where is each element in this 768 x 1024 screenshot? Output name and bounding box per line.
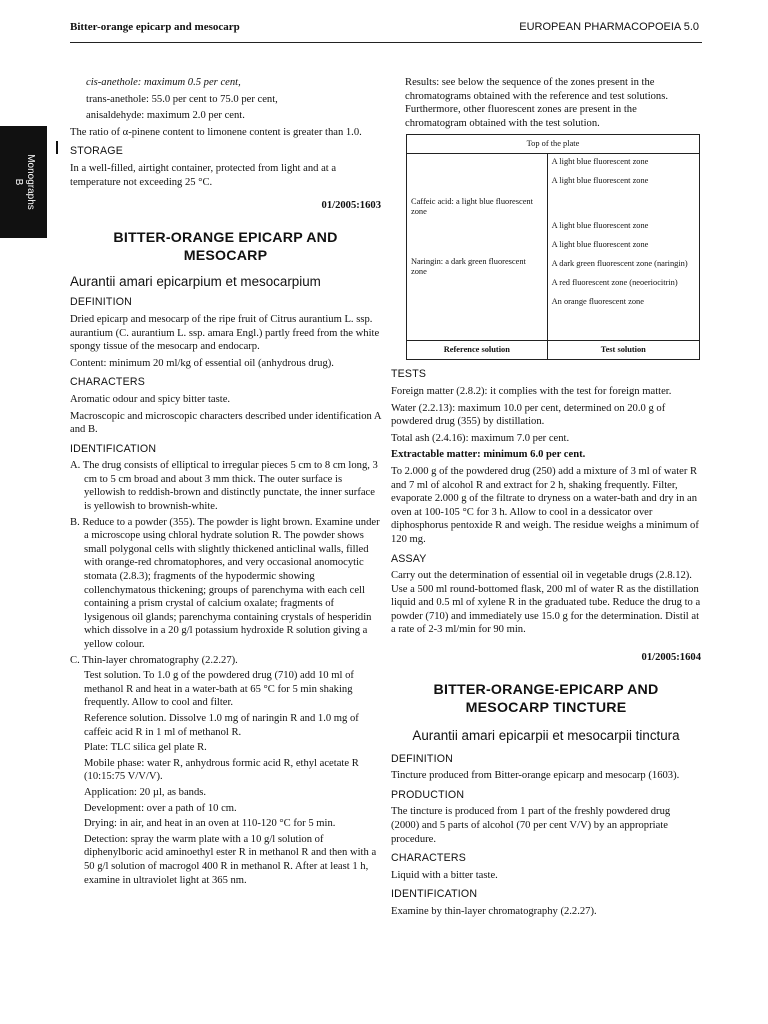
tlc-plate: Plate: TLC silica gel plate R. bbox=[84, 742, 207, 754]
characters-text: Aromatic odour and spicy bitter taste. bbox=[70, 393, 231, 405]
definition-text: Tincture produced from Bitter-orange epicarp and mesocarp (1603). bbox=[391, 770, 680, 782]
tlc-drying: Drying: in air, and heat in an oven at 110-120 °C for 5 min. bbox=[84, 818, 336, 830]
definition-heading: DEFINITION bbox=[391, 752, 454, 765]
content-text: Content: minimum 20 ml/kg of essential oil (anhydrous drug). bbox=[70, 357, 334, 369]
tlc-detection: Detection: spray the warm plate with a 10 g/l solution of diphenylboric acid aminoethyl ester R in methanol R and then with a 50 g/l solution of macrogol 400 R in methanol R. After at least 1 h, examine in ultraviolet light at 365 nm. bbox=[84, 833, 377, 886]
production-text: The tincture is produced from 1 part of the freshly powdered drug (2000) and 5 parts of alcohol (70 per cent V/V) by an appropriate procedure. bbox=[391, 806, 671, 845]
ratio-text: The ratio of α-pinene content to limonene content is greater than 1.0. bbox=[70, 126, 362, 138]
identification-heading: IDENTIFICATION bbox=[391, 888, 478, 901]
table-foot-reference: Reference solution bbox=[407, 341, 548, 360]
characters-heading: CHARACTERS bbox=[391, 852, 466, 865]
test-zones-cell bbox=[547, 154, 699, 341]
assay-text: Carry out the determination of essential oil in vegetable drugs (2.8.12). Use a 500 ml round-bottomed flask, 200 ml of water R as the distillation liquid and 0.5 ml of xylene R in the graduated tube. Reduce the drug to a powder (710) and immediately use 15.0 g for the determination. Distil at a rate of 2-3 ml/min for 90 min. bbox=[391, 570, 701, 636]
definition-text: Dried epicarp and mesocarp of the ripe fruit of Citrus aurantium L. ssp. aurantium (C. aurantium L. ssp. amara Engl.) partly freed from the white spongy tissue of the mesocarp and endocarp. bbox=[70, 313, 380, 353]
latin-title: Aurantii amari epicarpium et mesocarpium bbox=[70, 273, 321, 289]
identification-b: B. Reduce to a powder (355). The powder is light brown. Examine under a microscope using chloral hydrate solution R. The powder shows small polygonal cells with slightly thickened anticlinal walls, filled with orange-red chromatophores, and very occasional anomocytic stomata (2.8.3); fragments of the hypodermic showing collenchymatous thickening; groups of parenchyma with each cell containing a prism crystal of calcium oxalate; fragments of lysigenous oil glands; parenchyma containing crystals of hesperidin which dissolve in a 20 g/l potassium hydroxide R solution giving a yellow colour. bbox=[70, 516, 380, 650]
test-total-ash: Total ash (2.4.16): maximum 7.0 per cent. bbox=[391, 432, 570, 444]
test-zone: A light blue fluorescent zone bbox=[551, 176, 649, 186]
reference-zone: Naringin: a dark green fluorescent zone bbox=[411, 257, 526, 277]
running-header-publication: EUROPEAN PHARMACOPOEIA 5.0 bbox=[519, 21, 699, 33]
tlc-results: Results: see below the sequence of the zones present in the chromatograms obtained with the reference and test solutions. Furthermore, other fluorescent zones are present in the chromatogram obtained with the test solution. bbox=[405, 77, 668, 129]
constituent-line: trans-anethole: 55.0 per cent to 75.0 per cent, bbox=[86, 93, 278, 105]
reference-zone: Caffeic acid: a light blue fluorescent zone bbox=[411, 197, 533, 217]
table-foot-test: Test solution bbox=[547, 341, 699, 360]
identification-heading: IDENTIFICATION bbox=[70, 442, 157, 455]
tlc-development: Development: over a path of 10 cm. bbox=[84, 802, 237, 814]
production-heading: PRODUCTION bbox=[391, 788, 465, 801]
storage-heading: STORAGE bbox=[70, 145, 124, 158]
monograph-title: BITTER-ORANGE EPICARP AND MESOCARP bbox=[113, 229, 338, 264]
change-bar bbox=[56, 141, 58, 154]
running-header-title: Bitter-orange epicarp and mesocarp bbox=[70, 21, 240, 33]
monograph-reference: 01/2005:1604 bbox=[641, 652, 701, 664]
characters-text: Macroscopic and microscopic characters described under identification A and B. bbox=[70, 410, 381, 436]
test-zone: A light blue fluorescent zone bbox=[551, 240, 649, 250]
side-tab-label: Monographs bbox=[24, 154, 36, 210]
monograph-reference: 01/2005:1603 bbox=[321, 200, 381, 212]
left-column bbox=[70, 76, 381, 889]
identification-c: C. Thin-layer chromatography (2.2.27). bbox=[70, 654, 238, 666]
side-tab-letter: B bbox=[12, 178, 24, 186]
test-water: Water (2.2.13): maximum 10.0 per cent, determined on 20.0 g of powdered drug (355) by distillation. bbox=[391, 402, 666, 428]
test-zone: A red fluorescent zone (neoeriocitrin) bbox=[551, 278, 678, 288]
identification-a: A. The drug consists of elliptical to irregular pieces 5 cm to 8 cm long, 3 cm to 5 cm broad and about 3 mm thick. The outer surface is yellowish to reddish-brown and distinctly punctate, the inner surface is yellowish to brownish-white. bbox=[70, 460, 378, 513]
definition-heading: DEFINITION bbox=[70, 296, 133, 309]
tests-heading: TESTS bbox=[391, 368, 427, 381]
constituent-line: anisaldehyde: maximum 2.0 per cent. bbox=[86, 110, 245, 122]
section-thumb-tab bbox=[0, 126, 47, 238]
identification-text: Examine by thin-layer chromatography (2.2.27). bbox=[391, 906, 597, 917]
test-zone: A light blue fluorescent zone bbox=[551, 157, 649, 167]
test-zone: A dark green fluorescent zone (naringin) bbox=[551, 259, 688, 269]
test-zone: An orange fluorescent zone bbox=[551, 297, 644, 307]
constituent-line: cis-anethole: maximum 0.5 per cent, bbox=[86, 77, 241, 88]
tlc-reference-solution: Reference solution. Dissolve 1.0 mg of naringin R and 1.0 mg of caffeic acid R in 1 ml of methanol R. bbox=[84, 712, 359, 738]
chromatogram-zones-table bbox=[406, 134, 700, 360]
storage-text: In a well-filled, airtight container, protected from light and at a temperature not exceeding 25 °C. bbox=[70, 162, 337, 188]
assay-heading: ASSAY bbox=[391, 552, 427, 565]
table-top-label: Top of the plate bbox=[407, 135, 700, 154]
characters-heading: CHARACTERS bbox=[70, 376, 145, 389]
reference-zones-cell bbox=[407, 154, 548, 341]
characters-text: Liquid with a bitter taste. bbox=[391, 869, 498, 881]
test-extractable-text: To 2.000 g of the powdered drug (250) add a mixture of 3 ml of water R and 7 ml of alcohol R and extract for 2 h, shaking frequently. Filter, evaporate 2.000 g of the filtrate to dryness on a water-bath and dry in an oven at 100-105 °C for 3 h. Allow to cool in a dessicator over diphosphorus pentoxide R and weigh. The residue weighs a minimum of 120 mg. bbox=[391, 465, 699, 545]
tlc-application: Application: 20 µl, as bands. bbox=[84, 786, 207, 798]
latin-title: Aurantii amari epicarpii et mesocarpii tinctura bbox=[412, 727, 680, 743]
test-zone: A light blue fluorescent zone bbox=[551, 221, 649, 231]
test-extractable-matter: Extractable matter: minimum 6.0 per cent. bbox=[391, 449, 586, 461]
tlc-test-solution: Test solution. To 1.0 g of the powdered drug (710) add 10 ml of methanol R and heat in a water-bath at 65 °C for 5 min shaking frequently. Allow to cool and filter. bbox=[84, 670, 354, 709]
test-foreign-matter: Foreign matter (2.8.2): it complies with the test for foreign matter. bbox=[391, 385, 672, 397]
right-column bbox=[391, 76, 701, 922]
monograph-title: BITTER-ORANGE-EPICARP AND MESOCARP TINCTURE bbox=[433, 681, 659, 716]
tlc-mobile-phase: Mobile phase: water R, anhydrous formic acid R, ethyl acetate R (10:15:75 V/V/V). bbox=[84, 757, 359, 783]
header-rule bbox=[70, 42, 702, 43]
